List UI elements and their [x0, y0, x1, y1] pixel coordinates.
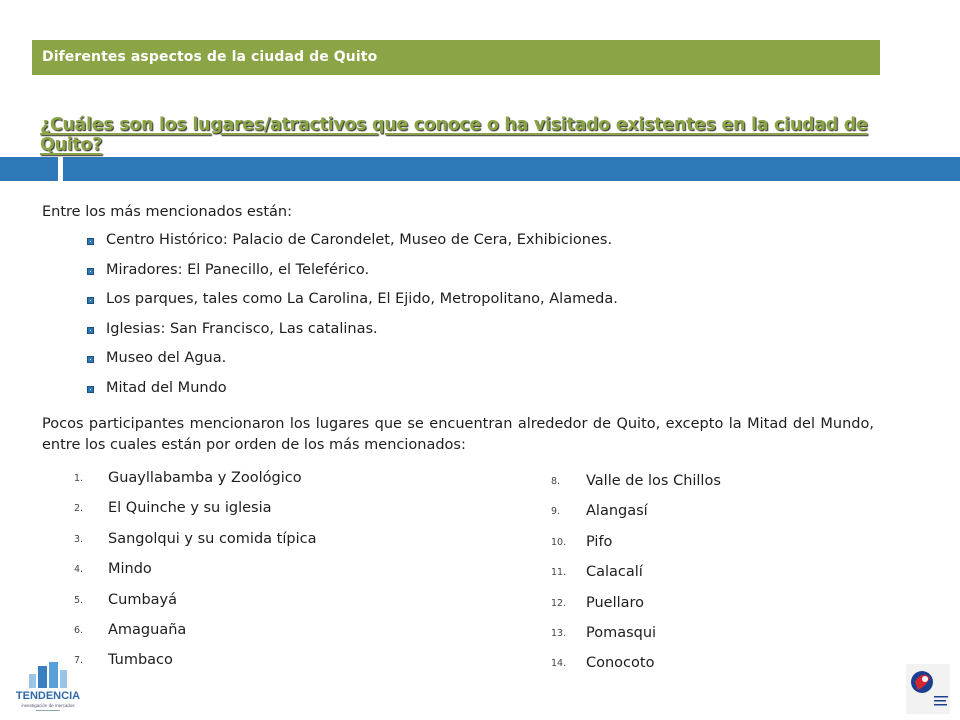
- list-item: 1. Guayllabamba y Zoológico: [74, 470, 302, 486]
- surroundings-paragraph: Pocos participantes mencionaron los lugares que se encuentran alrededor de Quito, excepto la Mitad del Mundo, entre los cuales están por orden de los más mencionados:: [42, 416, 874, 453]
- list-item: 5. Cumbayá: [74, 591, 177, 608]
- svg-text:investigación de mercados: investigación de mercados: [21, 703, 75, 708]
- tendencia-logo: [6, 660, 90, 716]
- list-item: 3. Sangolqui y su comida típica: [74, 530, 317, 547]
- list-item: 13. Pomasqui: [551, 624, 657, 641]
- ranked-places-list-left: [74, 470, 316, 683]
- square-bullet-icon: [87, 327, 94, 334]
- square-bullet-icon: [87, 238, 94, 245]
- list-item: 8. Valle de los Chillos: [551, 473, 721, 489]
- square-bullet-icon: [87, 386, 94, 393]
- list-item: 6. Amaguaña: [74, 621, 187, 638]
- square-bullet-icon: [87, 356, 94, 363]
- quito-turismo-logo: [906, 664, 950, 714]
- list-item: Miradores: El Panecillo, el Teleférico.: [87, 262, 618, 292]
- list-item: 2. El Quinche y su iglesia: [74, 500, 272, 517]
- square-bullet-icon: [87, 297, 94, 304]
- mentioned-places-list: [87, 232, 618, 409]
- ranked-places-list-right: [551, 473, 721, 686]
- square-bullet-icon: [87, 268, 94, 275]
- list-item: 9. Alangasí: [551, 503, 648, 520]
- list-item: Los parques, tales como La Carolina, El Ejido, Metropolitano, Alameda.: [87, 291, 618, 321]
- question-heading: ¿Cuáles son los lugares/atractivos que conoce o ha visitado existentes en la ciudad de Quito?: [40, 115, 868, 155]
- section-header-title: Diferentes aspectos de la ciudad de Quito: [42, 49, 378, 65]
- list-item: 12. Puellaro: [551, 594, 645, 611]
- list-item: Iglesias: San Francisco, Las catalinas.: [87, 321, 618, 351]
- divider-bar-main: [63, 157, 960, 181]
- divider-bar-left: [0, 157, 58, 181]
- intro-text: Entre los más mencionados están:: [42, 204, 292, 220]
- section-header-bar: [32, 40, 880, 75]
- list-item: 10. Pifo: [551, 533, 613, 550]
- list-item: 14. Conocoto: [551, 655, 655, 672]
- list-item: Mitad del Mundo: [87, 380, 618, 410]
- svg-text:TENDENCIA: TENDENCIA: [15, 690, 81, 702]
- list-item: Centro Histórico: Palacio de Carondelet, Museo de Cera, Exhibiciones.: [87, 232, 618, 262]
- list-item: 4. Mindo: [74, 561, 152, 578]
- list-item: Museo del Agua.: [87, 350, 618, 380]
- list-item: 11. Calacalí: [551, 564, 643, 581]
- list-item: 7. Tumbaco: [74, 652, 173, 669]
